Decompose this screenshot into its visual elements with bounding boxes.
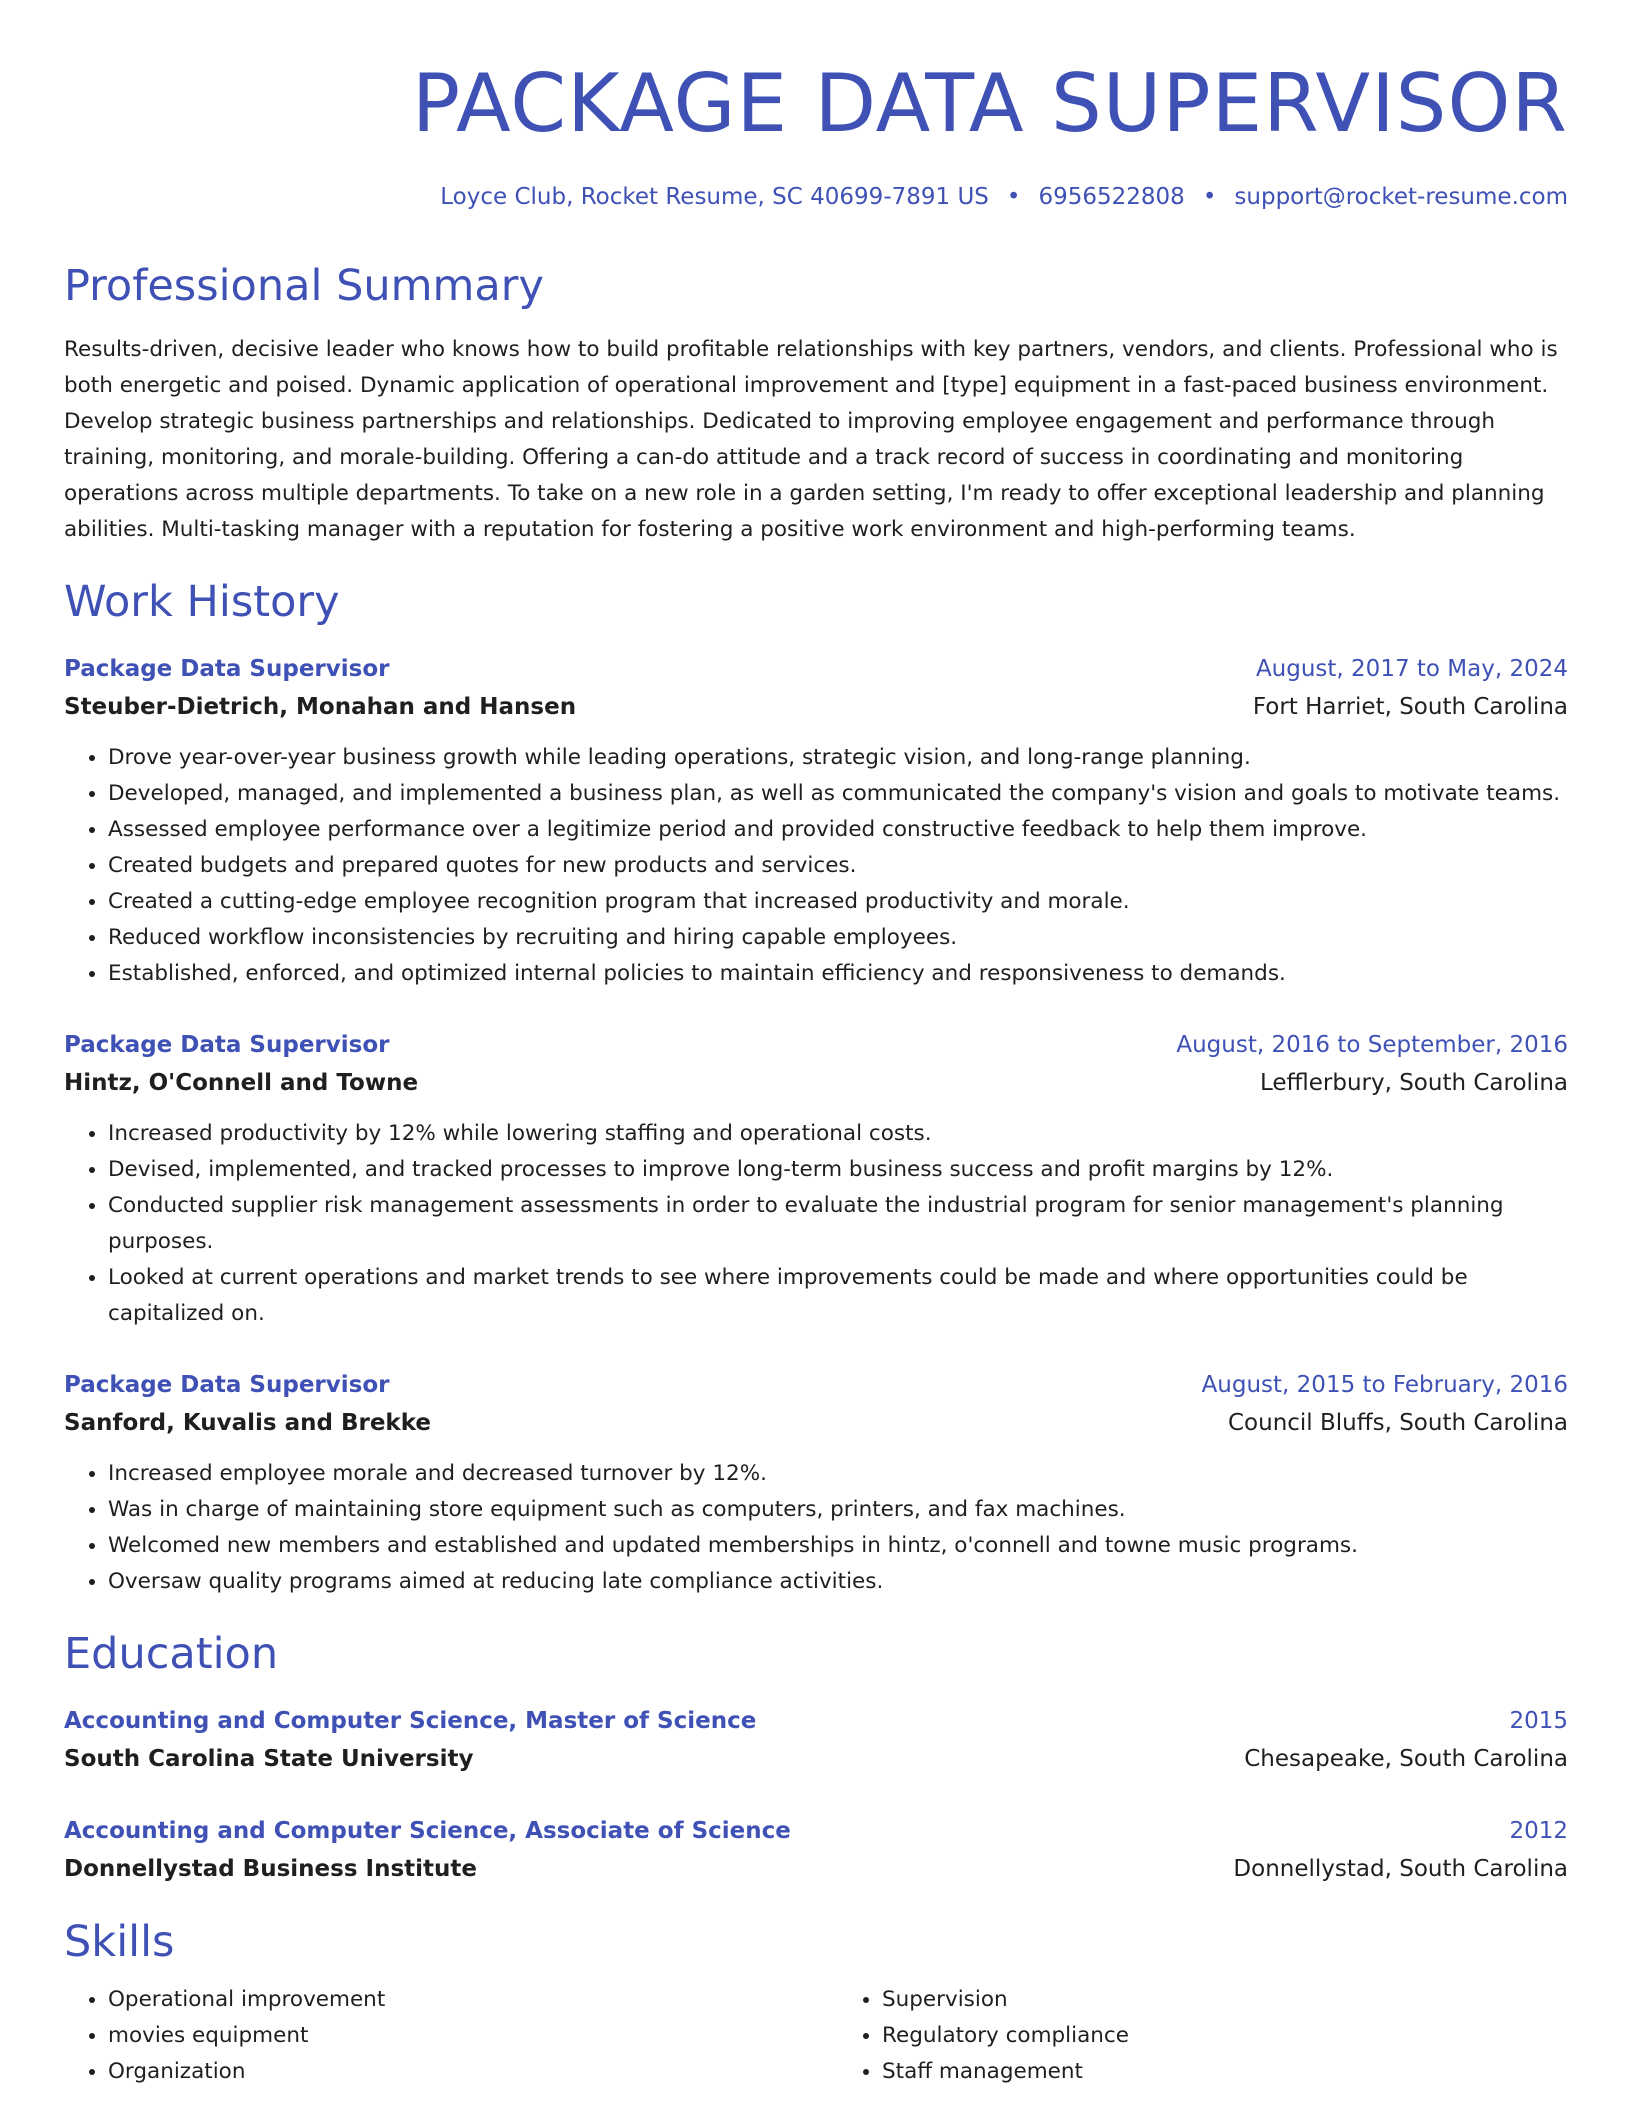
job-bullets [64, 1116, 1568, 1332]
job-bullet: • Was in charge of maintaining store equipment such as computers, printers, and fax machines. [108, 1492, 1568, 1528]
resume-page [64, 56, 1568, 2090]
contact-phone: 6956522808 [1038, 184, 1185, 210]
section-title-skills: Skills [64, 1917, 175, 1967]
degree: Accounting and Computer Science, Associate of Science [64, 1818, 791, 1844]
job-company: Hintz, O'Connell and Towne [64, 1070, 419, 1096]
job-bullets [64, 740, 1568, 992]
skill-item: • Staff management [882, 2054, 1568, 2090]
education-section [64, 1628, 1568, 1888]
job-dates: August, 2016 to September, 2016 [1176, 1032, 1568, 1058]
skill-item: • Operational improvement [108, 1982, 794, 2018]
section-title-education: Education [64, 1629, 279, 1679]
job-bullet: • Devised, implemented, and tracked processes to improve long-term business success and profit margins by 12%. [108, 1152, 1568, 1188]
work-history-section [64, 576, 1568, 1600]
skill-item: • Regulatory compliance [882, 2018, 1568, 2054]
contact-email[interactable]: support@rocket-resume.com [1234, 184, 1568, 210]
job-entry [64, 1026, 1568, 1332]
job-bullet: • Developed, managed, and implemented a business plan, as well as communicated the company's vision and goals to motivate teams. [108, 776, 1568, 812]
contact-separator: • [1006, 184, 1021, 210]
school-name: South Carolina State University [64, 1746, 474, 1772]
job-bullet: • Welcomed new members and established and updated memberships in hintz, o'connell and towne music programs. [108, 1528, 1568, 1564]
job-title: Package Data Supervisor [64, 1372, 390, 1398]
job-entry [64, 1366, 1568, 1600]
job-location: Fort Harriet, South Carolina [1252, 694, 1568, 720]
graduation-year: 2012 [1509, 1818, 1568, 1844]
skills-columns [64, 1982, 1568, 2090]
resume-header [64, 56, 1568, 212]
job-company: Sanford, Kuvalis and Brekke [64, 1410, 432, 1436]
job-bullet: • Drove year-over-year business growth while leading operations, strategic vision, and long-range planning. [108, 740, 1568, 776]
degree: Accounting and Computer Science, Master of Science [64, 1708, 757, 1734]
job-bullet: • Conducted supplier risk management assessments in order to evaluate the industrial program for senior management's planning purposes. [108, 1188, 1568, 1260]
job-bullet: • Created budgets and prepared quotes for new products and services. [108, 848, 1568, 884]
job-company: Steuber-Dietrich, Monahan and Hansen [64, 694, 577, 720]
section-title-summary: Professional Summary [64, 261, 544, 311]
school-location: Donnellystad, South Carolina [1233, 1856, 1568, 1882]
summary-section [64, 260, 1568, 548]
job-bullet: • Increased employee morale and decreased turnover by 12%. [108, 1456, 1568, 1492]
job-title: Package Data Supervisor [64, 656, 390, 682]
skill-item: • Organization [108, 2054, 794, 2090]
job-dates: August, 2017 to May, 2024 [1255, 656, 1568, 682]
job-bullet: • Created a cutting-edge employee recognition program that increased productivity and morale. [108, 884, 1568, 920]
job-bullet: • Looked at current operations and market trends to see where improvements could be made and where opportunities could be capitalized on. [108, 1260, 1568, 1332]
skill-item: • Supervision [882, 1982, 1568, 2018]
job-location: Council Bluffs, South Carolina [1227, 1410, 1568, 1436]
section-title-work-history: Work History [64, 577, 340, 627]
job-entry [64, 650, 1568, 992]
education-entry [64, 1702, 1568, 1778]
skills-column-left [64, 1982, 794, 2090]
school-location: Chesapeake, South Carolina [1244, 1746, 1568, 1772]
job-bullet: • Increased productivity by 12% while lowering staffing and operational costs. [108, 1116, 1568, 1152]
job-dates: August, 2015 to February, 2016 [1201, 1372, 1568, 1398]
job-location: Lefflerbury, South Carolina [1259, 1070, 1568, 1096]
graduation-year: 2015 [1509, 1708, 1568, 1734]
contact-address: Loyce Club, Rocket Resume, SC 40699-7891 US [440, 184, 989, 210]
job-bullet: • Oversaw quality programs aimed at reducing late compliance activities. [108, 1564, 1568, 1600]
contact-line [64, 182, 1568, 212]
skills-section [64, 1916, 1568, 2090]
job-bullet: • Assessed employee performance over a legitimize period and provided constructive feedback to help them improve. [108, 812, 1568, 848]
school-name: Donnellystad Business Institute [64, 1856, 477, 1882]
job-bullet: • Reduced workflow inconsistencies by recruiting and hiring capable employees. [108, 920, 1568, 956]
contact-separator: • [1202, 184, 1217, 210]
education-entry [64, 1812, 1568, 1888]
job-title: Package Data Supervisor [64, 1032, 390, 1058]
job-bullets [64, 1456, 1568, 1600]
job-bullet: • Established, enforced, and optimized internal policies to maintain efficiency and responsiveness to demands. [108, 956, 1568, 992]
skills-column-right [794, 1982, 1568, 2090]
summary-text: Results-driven, decisive leader who knows how to build profitable relationships with key partners, vendors, and clients. Professional who is both energetic and poised. Dynamic application of operational improvement and [type] equipment in a fast-paced business environment. Develop strategic business partnerships and relationships. Dedicated to improving employee engagement and performance through training, monitoring, and morale-building. Offering a can-do attitude and a track record of success in coordinating and monitoring operations across multiple departments. To take on a new role in a garden setting, I'm ready to offer exceptional leadership and planning abilities. Multi-tasking manager with a reputation for fostering a positive work environment and high-performing teams. [64, 337, 1558, 542]
candidate-name: PACKAGE DATA SUPERVISOR [411, 57, 1568, 150]
skill-item: • movies equipment [108, 2018, 794, 2054]
